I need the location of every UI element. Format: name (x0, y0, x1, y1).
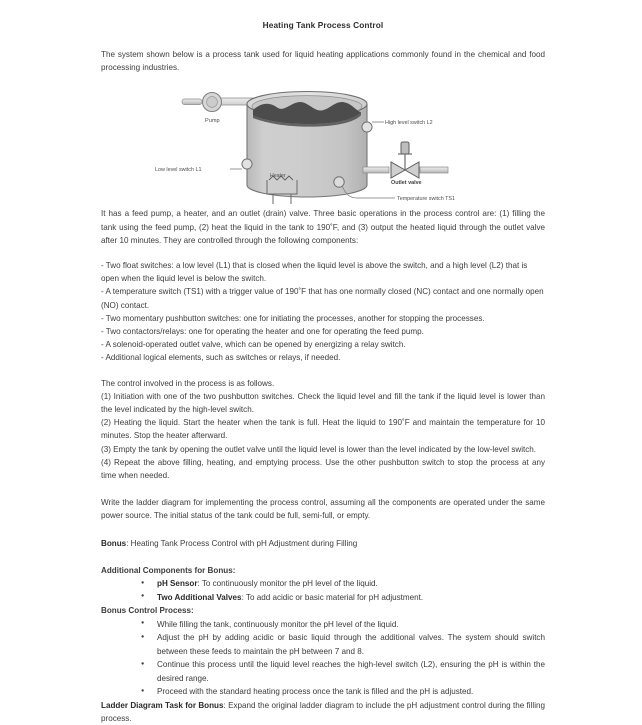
outlet-valve-symbol (391, 142, 419, 178)
component-line-6: - Additional logical elements, such as switches or relays, if needed. (101, 353, 341, 363)
component-desc: : To continuously monitor the pH level of the liquid. (197, 579, 378, 589)
ladder-task-paragraph (101, 699, 545, 725)
task-paragraph: Write the ladder diagram for implementing the process control, assuming all the components are operated under the same power source. The initial status of the tank could be full, semi-full, or empty. (101, 498, 545, 521)
overview-paragraph: It has a feed pump, a heater, and an outlet (drain) valve. Three basic operations in the process control are: (1) filling the tank using the feed pump, (2) heat the liquid in the tank to 190˚F, and (3) output the heated liquid through the outlet valve after 10 minutes. They are controlled through the following components: (101, 209, 545, 245)
pump-label: Pump (205, 118, 220, 125)
list-item (141, 577, 545, 590)
list-item: ● While filling the tank, continuously monitor the pH level of the liquid. (141, 618, 545, 631)
list-item (141, 591, 545, 604)
bonus-title-text: : Heating Tank Process Control with pH Adjustment during Filling (126, 538, 358, 548)
intro-paragraph: The system shown below is a process tank used for liquid heating applications commonly found in the chemical and food processing industries. (101, 50, 545, 73)
component-line-1: - Two float switches: a low level (L1) that is closed when the liquid level is above the switch, and a high level (L2) that is open when the liquid level is below the switch. (101, 261, 528, 284)
low-level-switch-symbol (230, 159, 252, 169)
pump-symbol (203, 93, 222, 112)
ladder-task-text: : Expand the original ladder diagram to include the pH adjustment control during the filling process. (101, 700, 546, 724)
control-step-4: (4) Repeat the above filling, heating, and emptying process. Use the other pushbutton switch to stop the process at any time when needed. (101, 457, 545, 481)
component-line-4: - Two contactors/relays: one for operating the heater and one for operating the feed pump. (101, 327, 424, 337)
additional-components-list (101, 577, 545, 604)
low-level-switch-label: Low level switch L1 (155, 167, 202, 174)
list-item: ● Proceed with the standard heating process once the tank is filled and the pH is adjusted. (141, 685, 545, 698)
component-name: Two Additional Valves (157, 592, 242, 602)
control-intro: The control involved in the process is as follows. (101, 378, 275, 388)
heater-label: Heater (270, 173, 286, 180)
component-line-2: - A temperature switch (TS1) with a trigger value of 190˚F that has one normally closed (NC) contact and one normally open (NO) contact. (101, 287, 544, 310)
additional-components-heading: Additional Components for Bonus: (101, 565, 236, 575)
control-step-2: (2) Heating the liquid. Start the heater when the tank is full. Heat the liquid to 190˚F and maintain the temperature for 10 minutes. Stop the heater afterward. (101, 418, 545, 441)
bonus-label: Bonus (101, 538, 127, 548)
page-title: Heating Tank Process Control (262, 20, 384, 30)
component-line-3: - Two momentary pushbutton switches: one for initiating the processes, another for stopping the processes. (101, 313, 485, 323)
component-line-5: - A solenoid-operated outlet valve, which can be opened by energizing a relay switch. (101, 340, 406, 350)
temperature-switch-label: Temperature switch TS1 (397, 196, 456, 203)
component-desc: : To add acidic or basic material for pH adjustment. (241, 592, 424, 602)
high-level-switch-symbol (362, 122, 384, 132)
bonus-process-heading: Bonus Control Process: (101, 606, 194, 616)
list-item: ● Continue this process until the liquid level reaches the high-level switch (L2), ensuring the pH is within the desired range. (141, 658, 545, 684)
ladder-task-label: Ladder Diagram Task for Bonus (101, 700, 224, 710)
list-item: ● Adjust the pH by adding acidic or basic liquid through the additional valves. The system should switch between these feeds to maintain the pH between 7 and 8. (141, 631, 545, 657)
control-step-3: (3) Empty the tank by opening the outlet valve until the liquid level is lower than the level indicated by the low-level switch. (101, 444, 537, 454)
process-tank-diagram (95, 74, 539, 207)
document-content (101, 0, 545, 725)
bonus-title-line (101, 537, 545, 550)
outlet-valve-label: Outlet valve (391, 180, 422, 187)
bonus-process-list (101, 618, 545, 699)
high-level-switch-label: High level switch L2 (385, 120, 433, 127)
control-step-1: (1) Initiation with one of the two pushbutton switches. Check the liquid level and fill the tank if the liquid level is lower than the level indicated by the high-level switch. (101, 391, 545, 415)
component-name: pH Sensor (157, 579, 198, 589)
